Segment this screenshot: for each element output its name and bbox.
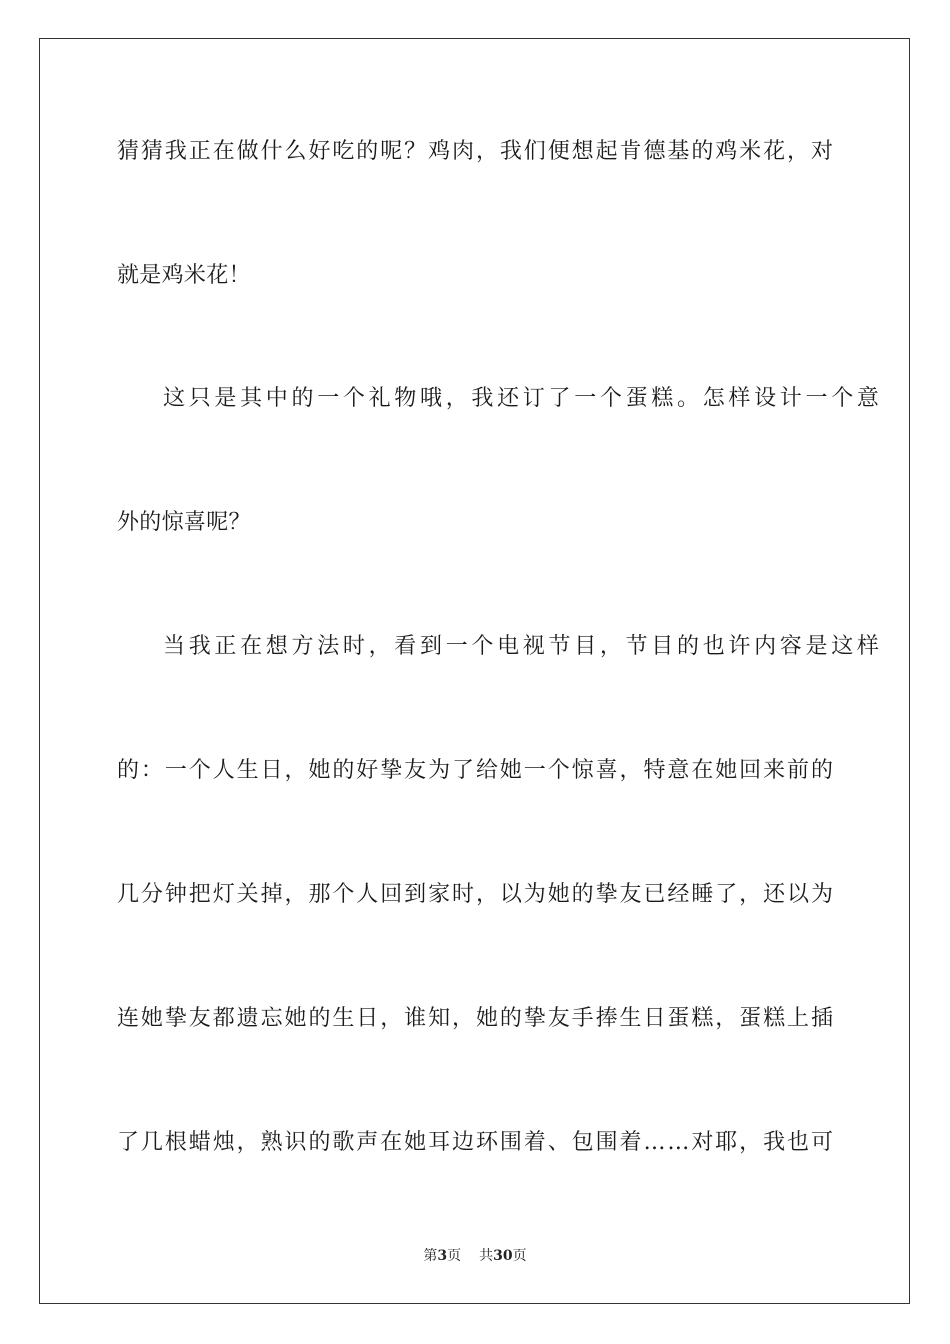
page-suffix: 页	[447, 1248, 462, 1264]
text-line-5: 当我正在想方法时，看到一个电视节目，节目的也许内容是这样	[163, 634, 883, 659]
text-line-1: 猜猜我正在做什么好吃的呢？鸡肉，我们便想起肯德基的鸡米花，对	[117, 139, 835, 164]
text-line-3: 这只是其中的一个礼物哦，我还订了一个蛋糕。怎样设计一个意	[163, 386, 883, 411]
text-line-8: 连她挚友都遗忘她的生日，谁知，她的挚友手捧生日蛋糕，蛋糕上插	[117, 1006, 835, 1031]
page-prefix: 第	[423, 1248, 438, 1264]
text-line-4: 外的惊喜呢？	[117, 510, 251, 535]
text-line-9: 了几根蜡烛，熟识的歌声在她耳边环围着、包围着……对耶，我也可	[117, 1130, 835, 1155]
page-border	[39, 38, 910, 1304]
page-footer	[0, 1246, 950, 1266]
total-suffix: 页	[512, 1248, 527, 1264]
text-line-2: 就是鸡米花！	[117, 263, 251, 288]
total-prefix: 共	[479, 1248, 494, 1264]
text-line-6: 的：一个人生日，她的好挚友为了给她一个惊喜，特意在她回来前的	[117, 758, 835, 783]
page-number: 3	[437, 1248, 448, 1264]
text-line-7: 几分钟把灯关掉，那个人回到家时，以为她的挚友已经睡了，还以为	[117, 882, 835, 907]
total-pages: 30	[493, 1248, 513, 1264]
